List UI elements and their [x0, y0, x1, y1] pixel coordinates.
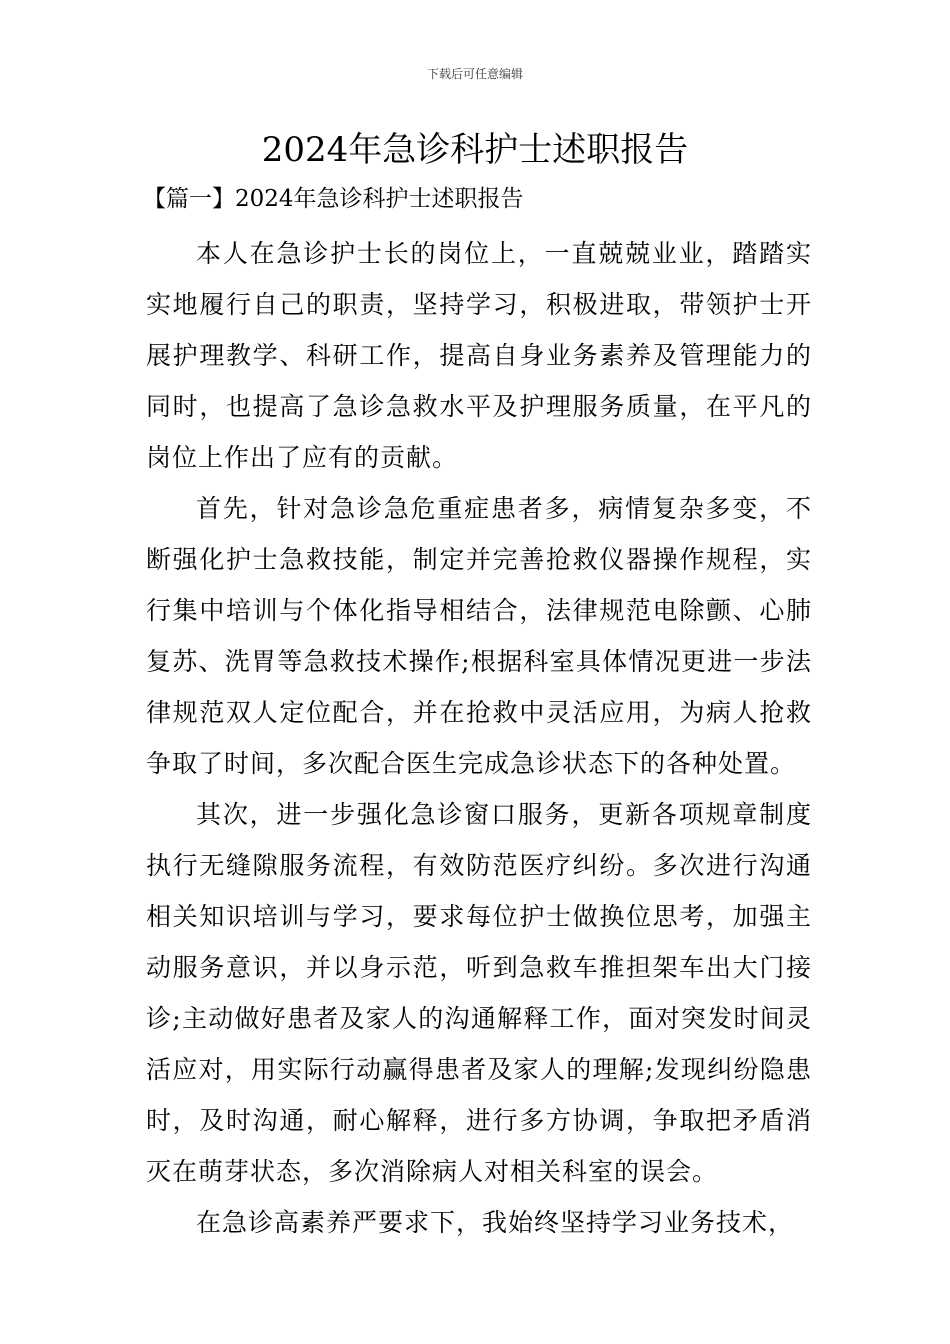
paragraph: 其次，进一步强化急诊窗口服务，更新各项规章制度执行无缝隙服务流程，有效防范医疗纠纷。多次进行沟通相关知识培训与学习，要求每位护士做换位思考，加强主动服务意识，并以身示范，听到急救车推担架车出大门接诊;主动做好患者及家人的沟通解释工作，面对突发时间灵活应对，用实际行动赢得患者及家人的理解;发现纠纷隐患时，及时沟通，耐心解释，进行多方协调，争取把矛盾消灭在萌芽状态，多次消除病人对相关科室的误会。: [146, 800, 812, 1186]
header-note: 下载后可任意编辑: [426, 67, 523, 81]
paragraph: 本人在急诊护士长的岗位上，一直兢兢业业，踏踏实实地履行自己的职责，坚持学习，积极进取，带领护士开展护理教学、科研工作，提高自身业务素养及管理能力的同时，也提高了急诊急救水平及护理服务质量，在平凡的岗位上作出了应有的贡献。: [146, 239, 812, 472]
section-heading: 【篇一】2024年急诊科护士述职报告: [143, 186, 524, 212]
paragraph: 在急诊高素养严要求下，我始终坚持学习业务技术，: [196, 1208, 795, 1237]
document-title: 2024年急诊科护士述职报告: [261, 130, 689, 170]
body-text: [146, 228, 812, 1248]
paragraph: 首先，针对急诊急危重症患者多，病情复杂多变，不断强化护士急救技能，制定并完善抢救仪器操作规程，实行集中培训与个体化指导相结合，法律规范电除颤、心肺复苏、洗胃等急救技术操作;根据科室具体情况更进一步法律规范双人定位配合，并在抢救中灵活应用，为病人抢救争取了时间，多次配合医生完成急诊状态下的各种处置。: [146, 494, 812, 778]
